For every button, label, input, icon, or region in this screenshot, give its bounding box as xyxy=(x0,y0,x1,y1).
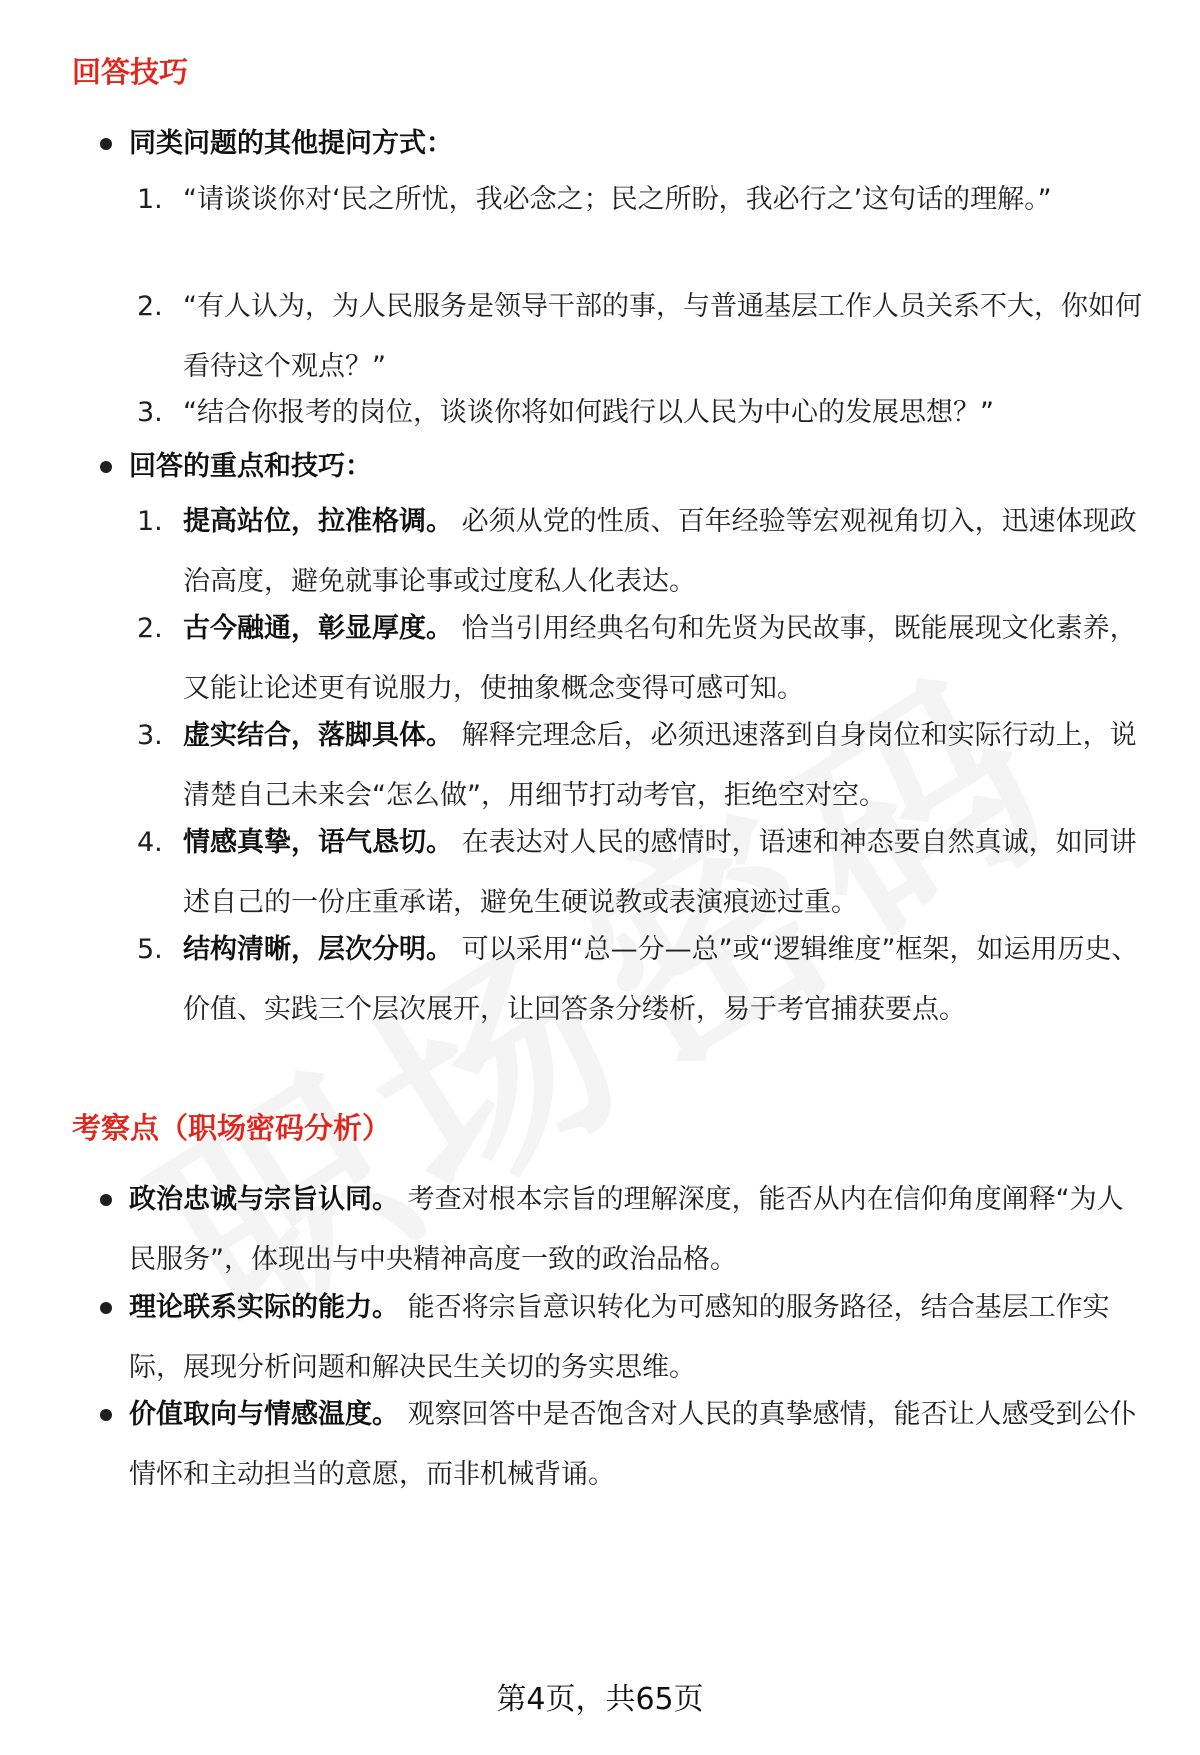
bullet-assessment-point xyxy=(100,1278,1150,1397)
bullet-label: 回答的重点和技巧： xyxy=(129,451,372,482)
section-title-answer-tips: 回答技巧 xyxy=(72,55,189,89)
list-item-text xyxy=(183,813,1150,932)
list-number: 1. xyxy=(137,506,163,537)
list-item xyxy=(137,492,1150,611)
list-item xyxy=(137,383,1150,443)
bullet-assessment-point xyxy=(100,1170,1150,1289)
bullet-bold: 价值取向与情感温度。 xyxy=(129,1399,399,1430)
list-item-text xyxy=(183,492,1150,611)
bullet-text xyxy=(129,1278,1150,1397)
bullet-text xyxy=(129,1385,1150,1504)
list-item-text: “有人认为，为人民服务是领导干部的事，与普通基层工作人员关系不大，你如何看待这个观点？” xyxy=(183,291,1142,382)
list-number: 1. xyxy=(137,184,163,215)
list-item-bold: 提高站位，拉准格调。 xyxy=(183,506,453,537)
list-item-bold: 情感真挚，语气恳切。 xyxy=(183,827,453,858)
bullet-dot-icon xyxy=(100,138,112,150)
list-number: 2. xyxy=(137,291,163,322)
bullet-assessment-point xyxy=(100,1385,1150,1504)
list-item-bold: 虚实结合，落脚具体。 xyxy=(183,720,453,751)
list-number: 2. xyxy=(137,613,163,644)
list-item xyxy=(137,170,1150,230)
list-item-body: 必须从党的性质、百年经验等宏观视角切入，迅速体现政治高度，避免就事论事或过度私人化表达。 xyxy=(183,506,1137,597)
list-item-text: “结合你报考的岗位，谈谈你将如何践行以人民为中心的发展思想？” xyxy=(183,397,994,428)
bullet-body: 考查对根本宗旨的理解深度，能否从内在信仰角度阐释“为人民服务”，体现出与中央精神高度一致的政治品格。 xyxy=(129,1184,1124,1275)
bullet-bold: 理论联系实际的能力。 xyxy=(129,1292,399,1323)
bullet-other-questions xyxy=(100,114,1150,174)
list-number: 4. xyxy=(137,827,163,858)
bullet-body: 能否将宗旨意识转化为可感知的服务路径，结合基层工作实际，展现分析问题和解决民生关切的务实思维。 xyxy=(129,1292,1110,1383)
bullet-dot-icon xyxy=(100,1409,112,1421)
list-item-text: “请谈谈你对‘民之所忧，我必念之；民之所盼，我必行之’这句话的理解。” xyxy=(183,184,1052,215)
bullet-answer-keys xyxy=(100,437,1150,497)
list-item xyxy=(137,599,1150,718)
list-item-text xyxy=(183,599,1150,718)
bullet-bold: 政治忠诚与宗旨认同。 xyxy=(129,1184,399,1215)
list-item-body: 可以采用“总—分—总”或“逻辑维度”框架，如运用历史、价值、实践三个层次展开，让回答条分缕析，易于考官捕获要点。 xyxy=(183,934,1139,1025)
list-item-body: 恰当引用经典名句和先贤为民故事，既能展现文化素养，又能让论述更有说服力，使抽象概念变得可感可知。 xyxy=(183,613,1137,704)
list-number: 3. xyxy=(137,397,163,428)
bullet-body: 观察回答中是否饱含对人民的真挚感情，能否让人感受到公仆情怀和主动担当的意愿，而非机械背诵。 xyxy=(129,1399,1137,1490)
list-item xyxy=(137,813,1150,932)
bullet-dot-icon xyxy=(100,461,112,473)
page-number-footer: 第4页，共65页 xyxy=(496,1682,704,1717)
list-item xyxy=(137,277,1150,396)
list-item-body: 解释完理念后，必须迅速落到自身岗位和实际行动上，说清楚自己未来会“怎么做”，用细节打动考官，拒绝空对空。 xyxy=(183,720,1137,811)
bullet-dot-icon xyxy=(100,1194,112,1206)
list-number: 3. xyxy=(137,720,163,751)
list-item-bold: 结构清晰，层次分明。 xyxy=(183,934,453,965)
list-item-body: 在表达对人民的感情时，语速和神态要自然真诚，如同讲述自己的一份庄重承诺，避免生硬说教或表演痕迹过重。 xyxy=(183,827,1137,918)
bullet-label: 同类问题的其他提问方式： xyxy=(129,128,453,159)
section-title-assessment: 考察点（职场密码分析） xyxy=(72,1111,392,1145)
list-item xyxy=(137,920,1150,1039)
list-item-text xyxy=(183,706,1150,825)
list-item-text xyxy=(183,920,1150,1039)
list-number: 5. xyxy=(137,934,163,965)
list-item xyxy=(137,706,1150,825)
list-item-bold: 古今融通，彰显厚度。 xyxy=(183,613,453,644)
bullet-dot-icon xyxy=(100,1302,112,1314)
bullet-text xyxy=(129,1170,1150,1289)
